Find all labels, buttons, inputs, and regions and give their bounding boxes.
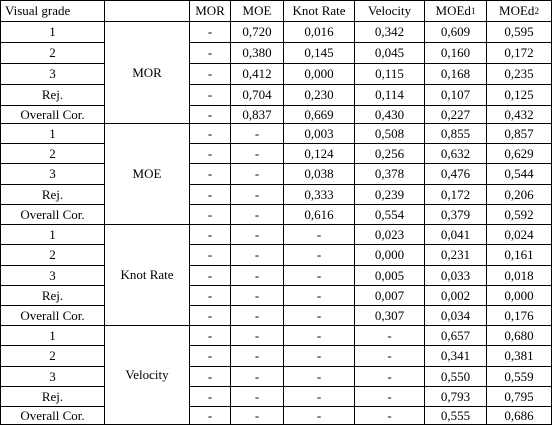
header-cell: [105, 0, 190, 22]
value-cell: 0,107: [425, 85, 487, 106]
value-cell: 0,544: [487, 164, 552, 185]
value-cell: -: [190, 367, 231, 387]
value-cell: -: [190, 266, 231, 286]
value-cell: 0,380: [231, 43, 284, 64]
value-cell: -: [284, 306, 355, 326]
grade-cell: 2: [0, 346, 105, 367]
value-cell: 0,592: [487, 205, 552, 225]
header-label: MOR: [195, 3, 225, 18]
grade-cell: 2: [0, 43, 105, 64]
value-cell: 0,125: [487, 85, 552, 106]
value-cell: 0,023: [355, 225, 425, 245]
header-label: MOEd: [435, 3, 471, 18]
grade-cell: Rej.: [0, 286, 105, 306]
value-cell: 0,508: [355, 124, 425, 144]
value-cell: -: [190, 326, 231, 346]
value-cell: 0,161: [487, 245, 552, 266]
value-cell: 0,595: [487, 22, 552, 43]
value-cell: 0,554: [355, 205, 425, 225]
value-cell: 0,559: [487, 367, 552, 387]
value-cell: 0,550: [425, 367, 487, 387]
grade-cell: 3: [0, 266, 105, 286]
value-cell: 0,555: [425, 407, 487, 425]
header-label: Knot Rate: [292, 3, 346, 18]
value-cell: 0,239: [355, 185, 425, 205]
value-cell: 0,381: [487, 346, 552, 367]
value-cell: 0,857: [487, 124, 552, 144]
value-cell: 0,616: [284, 205, 355, 225]
value-cell: -: [355, 346, 425, 367]
group-label-cell: MOR: [105, 22, 190, 124]
header-cell: [190, 0, 231, 22]
value-cell: -: [231, 306, 284, 326]
value-cell: 0,003: [284, 124, 355, 144]
value-cell: 0,038: [284, 164, 355, 185]
group-label-cell: MOE: [105, 124, 190, 225]
grade-cell: Overall Cor.: [0, 306, 105, 326]
value-cell: -: [231, 387, 284, 407]
value-cell: -: [231, 205, 284, 225]
value-cell: -: [284, 266, 355, 286]
value-cell: -: [284, 326, 355, 346]
value-cell: 0,160: [425, 43, 487, 64]
value-cell: -: [190, 164, 231, 185]
value-cell: 0,855: [425, 124, 487, 144]
value-cell: 0,632: [425, 144, 487, 164]
grade-cell: 3: [0, 367, 105, 387]
header-label: Visual grade: [5, 3, 71, 18]
grade-cell: Rej.: [0, 85, 105, 106]
value-cell: 0,005: [355, 266, 425, 286]
value-cell: 0,176: [487, 306, 552, 326]
value-cell: -: [231, 225, 284, 245]
value-cell: 0,307: [355, 306, 425, 326]
value-cell: -: [190, 407, 231, 425]
value-cell: 0,342: [355, 22, 425, 43]
value-cell: 0,016: [284, 22, 355, 43]
value-cell: 0,045: [355, 43, 425, 64]
group-label-cell: Knot Rate: [105, 225, 190, 326]
value-cell: 0,657: [425, 326, 487, 346]
header-label: MOEd: [499, 3, 535, 18]
value-cell: -: [355, 367, 425, 387]
value-cell: -: [190, 205, 231, 225]
grade-cell: Rej.: [0, 185, 105, 205]
value-cell: -: [284, 407, 355, 425]
grade-cell: Overall Cor.: [0, 407, 105, 425]
value-cell: 0,629: [487, 144, 552, 164]
header-cell: [231, 0, 284, 22]
value-cell: 0,686: [487, 407, 552, 425]
grade-cell: 2: [0, 245, 105, 266]
value-cell: 0,168: [425, 64, 487, 85]
header-cell: [284, 0, 355, 22]
grade-cell: 3: [0, 64, 105, 85]
header-cell: [355, 0, 425, 22]
value-cell: 0,720: [231, 22, 284, 43]
value-cell: 0,341: [425, 346, 487, 367]
value-cell: -: [190, 106, 231, 124]
value-cell: 0,231: [425, 245, 487, 266]
value-cell: -: [190, 64, 231, 85]
value-cell: 0,041: [425, 225, 487, 245]
value-cell: 0,669: [284, 106, 355, 124]
value-cell: 0,378: [355, 164, 425, 185]
value-cell: 0,024: [487, 225, 552, 245]
value-cell: -: [284, 346, 355, 367]
value-cell: -: [231, 164, 284, 185]
value-cell: 0,033: [425, 266, 487, 286]
value-cell: -: [190, 43, 231, 64]
value-cell: -: [284, 245, 355, 266]
value-cell: 0,114: [355, 85, 425, 106]
value-cell: 0,412: [231, 64, 284, 85]
value-cell: 0,000: [487, 286, 552, 306]
value-cell: 0,432: [487, 106, 552, 124]
grade-cell: 3: [0, 164, 105, 185]
value-cell: 0,034: [425, 306, 487, 326]
value-cell: -: [231, 266, 284, 286]
value-cell: -: [190, 22, 231, 43]
value-cell: 0,476: [425, 164, 487, 185]
value-cell: 0,115: [355, 64, 425, 85]
grade-cell: 1: [0, 124, 105, 144]
value-cell: -: [355, 326, 425, 346]
value-cell: 0,230: [284, 85, 355, 106]
value-cell: -: [190, 225, 231, 245]
value-cell: 0,609: [425, 22, 487, 43]
value-cell: -: [190, 306, 231, 326]
value-cell: -: [190, 124, 231, 144]
grade-cell: Overall Cor.: [0, 205, 105, 225]
value-cell: 0,145: [284, 43, 355, 64]
value-cell: 0,795: [487, 387, 552, 407]
group-label-cell: Velocity: [105, 326, 190, 425]
value-cell: -: [231, 367, 284, 387]
grade-cell: 1: [0, 22, 105, 43]
header-cell: MOEd 2: [487, 0, 552, 22]
value-cell: -: [231, 407, 284, 425]
value-cell: -: [231, 185, 284, 205]
value-cell: -: [231, 124, 284, 144]
value-cell: 0,680: [487, 326, 552, 346]
value-cell: 0,793: [425, 387, 487, 407]
value-cell: -: [284, 225, 355, 245]
value-cell: 0,000: [284, 64, 355, 85]
value-cell: 0,002: [425, 286, 487, 306]
value-cell: -: [231, 144, 284, 164]
value-cell: -: [190, 144, 231, 164]
value-cell: 0,333: [284, 185, 355, 205]
value-cell: -: [231, 286, 284, 306]
value-cell: -: [284, 286, 355, 306]
value-cell: -: [284, 367, 355, 387]
grade-cell: 2: [0, 144, 105, 164]
value-cell: 0,256: [355, 144, 425, 164]
header-cell: [0, 0, 105, 22]
header-cell: MOEd 1: [425, 0, 487, 22]
value-cell: -: [284, 387, 355, 407]
value-cell: 0,172: [487, 43, 552, 64]
grade-cell: 1: [0, 326, 105, 346]
value-cell: -: [190, 346, 231, 367]
value-cell: -: [190, 286, 231, 306]
value-cell: 0,704: [231, 85, 284, 106]
value-cell: 0,018: [487, 266, 552, 286]
value-cell: -: [190, 387, 231, 407]
value-cell: 0,007: [355, 286, 425, 306]
value-cell: 0,379: [425, 205, 487, 225]
value-cell: -: [190, 185, 231, 205]
value-cell: -: [231, 245, 284, 266]
header-label: Velocity: [367, 3, 412, 18]
value-cell: 0,124: [284, 144, 355, 164]
value-cell: 0,837: [231, 106, 284, 124]
value-cell: 0,000: [355, 245, 425, 266]
value-cell: 0,227: [425, 106, 487, 124]
value-cell: -: [355, 407, 425, 425]
value-cell: -: [190, 85, 231, 106]
grade-cell: Overall Cor.: [0, 106, 105, 124]
value-cell: -: [190, 245, 231, 266]
value-cell: 0,206: [487, 185, 552, 205]
header-label: MOE: [242, 3, 272, 18]
grade-cell: Rej.: [0, 387, 105, 407]
value-cell: -: [231, 346, 284, 367]
value-cell: 0,172: [425, 185, 487, 205]
value-cell: 0,235: [487, 64, 552, 85]
value-cell: -: [231, 326, 284, 346]
grade-cell: 1: [0, 225, 105, 245]
value-cell: 0,430: [355, 106, 425, 124]
value-cell: -: [355, 387, 425, 407]
